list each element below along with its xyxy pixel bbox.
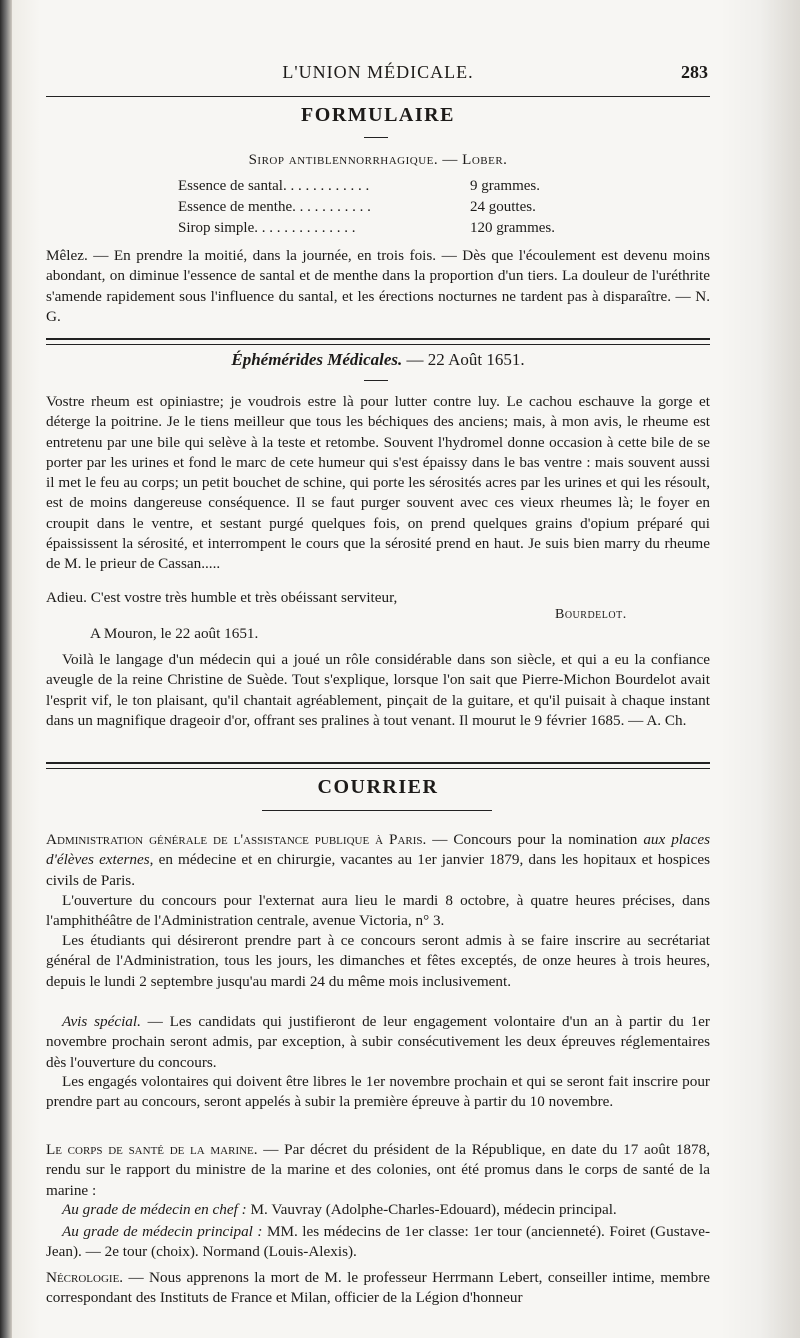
- section-dash: [364, 380, 388, 381]
- courrier-paragraph: Les engagés volontaires qui doivent être libres le 1er novembre prochain et qui se seront fait inscrire pour prendre part au concours, seront appelés à subir la première épreuve à partir du 10 novembre.: [46, 1073, 710, 1111]
- section-double-rule: [46, 762, 710, 769]
- courrier-paragraph: [46, 1268, 710, 1309]
- courrier-paragraph: L'ouverture du concours pour l'externat aura lieu le mardi 8 octobre, à quatre heures précises, dans l'amphithéâtre de l'Administration centrale, avenue Victoria, n° 3.: [46, 892, 710, 930]
- courrier-underline: [262, 810, 492, 811]
- section-dash: [364, 137, 388, 138]
- paragraph-lead: Le corps de santé de la marine.: [46, 1141, 258, 1158]
- paragraph-lead: Nécrologie.: [46, 1269, 124, 1286]
- paragraph-text: — Nous apprenons la mort de M. le professeur Herrmann Lebert, conseiller intime, membre correspondant des Instituts de France et Milan, officier de la Légion d'honneur: [46, 1269, 710, 1307]
- ephemerides-commentary: Voilà le langage d'un médecin qui a joué un rôle considérable dans son siècle, et qui a eu la confiance aveugle de la reine Christine de Suède. Tout s'explique, lorsque l'on sait que Pierre-Michon Bourdelot avait l'esprit vif, le ton plaisant, qu'il chantait agréablement, pinçait de la guitare, et qu'il puisait à chaque instant dans un magnifique drageoir d'or, offrant ses pralines à tout venant. Il mourut le 9 février 1685. — A. Ch.: [46, 651, 710, 729]
- ingredient-row: [178, 220, 598, 240]
- paragraph-text: M. Vauvray (Adolphe-Charles-Edouard), médecin principal.: [246, 1201, 617, 1218]
- recipe-instructions: Mêlez. — En prendre la moitié, dans la journée, en trois fois. — Dès que l'écoulement est devenu moins abondant, on diminue l'essence de santal et de menthe dans la proportion d'un tiers. La douleur de l'uréthrite s'amende rapidement sous l'influence du santal, et les érections nocturnes ne tardent pas à disparaître. — N. G.: [46, 247, 710, 325]
- paragraph-lead: Administration générale de l'assistance publique à Paris.: [46, 831, 427, 848]
- paragraph-lead: Avis spécial.: [62, 1013, 141, 1030]
- paragraph-text: — Les candidats qui justifieront de leur engagement volontaire d'un an à partir du 1er novembre prochain seront admis, par exception, à subir consécutivement les deux épreuves réglementaires dès l'ouverture du concours.: [46, 1013, 710, 1071]
- letter-dateline: A Mouron, le 22 août 1651.: [90, 625, 259, 642]
- ephemerides-date: — 22 Août 1651.: [406, 350, 525, 369]
- section-double-rule: [46, 338, 710, 345]
- paragraph-text: — Par décret du président de la République, en date du 17 août 1878, rendu sur le rapport du ministre de la marine et des colonies, ont été promus dans le corps de santé de la marine :: [46, 1141, 710, 1199]
- ingredient-row: [178, 178, 598, 198]
- courrier-heading: COURRIER: [317, 776, 439, 798]
- page-number: 283: [681, 62, 708, 82]
- courrier-paragraph: [46, 1012, 710, 1073]
- paragraph-lead: Au grade de médecin principal :: [62, 1223, 263, 1240]
- ingredient-name: Essence de santal. . . . . . . . . . . .: [178, 178, 370, 194]
- formulaire-heading: FORMULAIRE: [301, 104, 455, 126]
- paragraph-text: , en médecine et en chirurgie, vacantes au 1er janvier 1879, dans les hopitaux et hospices civils de Paris.: [46, 851, 710, 889]
- header-rule: [46, 96, 710, 97]
- ingredient-row: [178, 199, 598, 219]
- ingredient-qty: 9 grammes.: [470, 178, 540, 194]
- running-header: [46, 60, 710, 86]
- ingredient-name: Essence de menthe. . . . . . . . . . .: [178, 199, 371, 215]
- courrier-paragraph: [46, 1222, 710, 1263]
- ephemerides-title: Éphémérides Médicales.: [231, 350, 403, 369]
- page-shadow: [720, 0, 800, 1338]
- paragraph-lead: Au grade de médecin en chef :: [62, 1201, 247, 1218]
- courrier-paragraph: [46, 830, 710, 891]
- ingredient-qty: 24 gouttes.: [470, 199, 536, 215]
- paragraph-emphasis: aux places d'élèves externes: [46, 831, 710, 869]
- paragraph-text: MM. les médecins de 1er classe: 1er tour (ancienneté). Foiret (Gustave-Jean). — 2e tour (choix). Normand (Louis-Alexis).: [46, 1223, 711, 1261]
- ingredient-qty: 120 grammes.: [470, 220, 555, 236]
- letter-signature: Bourdelot.: [555, 607, 627, 622]
- letter-paragraph: Vostre rheum est opiniastre; je voudrois estre là pour lutter contre luy. Le cachou eschauve la gorge et déterge la poitrine. Je le tiens meilleur que tous les béchiques des anciens; mais, à mon avis, le rheume est entretenu par une bile qui selève à la teste et retombe. Souvent l'hydromel donne occasion à cette bile de se porter par les urines et fond le marc de cete humeur qui s'est épaissy dans le bas ventre : mais souvent aussi il met le feu au corps; un petit bouchet de schine, qui porte les sérosités acres par les urines et qui les résoult, est de moins dangereuse conséquence. Il se faut purger souvent avec ces vieux rheumes là; le foyer en croupit dans le ventre, et sestant purgé quelques fois, on prend quelques grains d'opium préparé qui épaississent la sérosité, et interrompent le cours que la sérosité prend en haut. Je suis bien marry du rheume de M. le prieur de Cassan.....: [46, 393, 710, 573]
- ephemerides-heading: [46, 350, 710, 370]
- courrier-paragraph: [46, 1200, 710, 1220]
- letter-closing: Adieu. C'est vostre très humble et très obéissant serviteur,: [46, 589, 398, 606]
- running-title: L'UNION MÉDICALE.: [282, 62, 474, 82]
- paragraph-text: — Concours pour la nomination: [426, 831, 644, 848]
- courrier-paragraph: Les étudiants qui désireront prendre part à ce concours seront admis à se faire inscrire au secrétariat général de l'Administration, tous les jours, les dimanches et fêtes exceptés, de onze heures à trois heures, depuis le lundi 2 septembre jusqu'au mardi 24 du même mois inclusivement.: [46, 932, 710, 990]
- ingredient-name: Sirop simple. . . . . . . . . . . . . .: [178, 220, 356, 236]
- recipe-title: Sirop antiblennorrhagique. — Lober.: [248, 152, 508, 168]
- courrier-paragraph: [46, 1140, 710, 1201]
- page-binding-edge: [0, 0, 12, 1338]
